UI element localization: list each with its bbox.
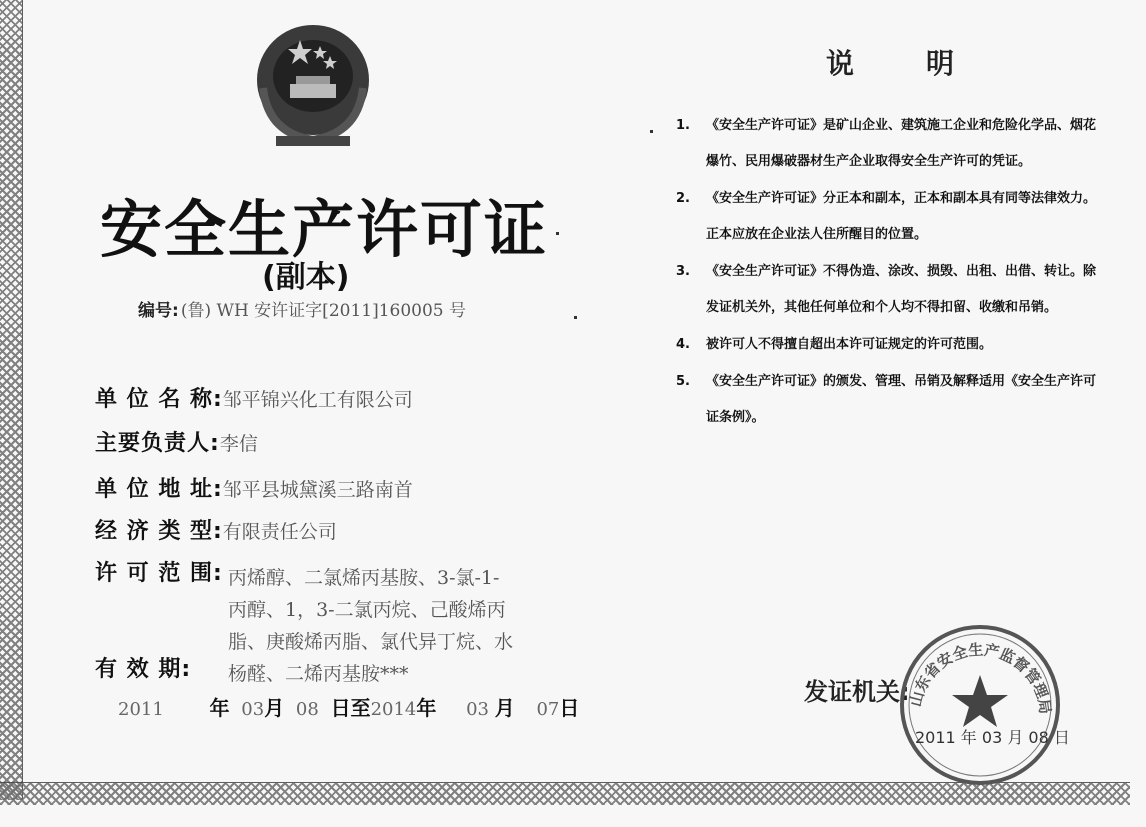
scope-line: 丙烯醇、二氯烯丙基胺、3-氯-1- xyxy=(228,567,500,589)
field-value: 有限责任公司 xyxy=(222,521,337,543)
official-seal xyxy=(895,620,1065,790)
note-text: 《安全生产许可证》是矿山企业、建筑施工企业和危险化学品、烟花爆竹、民用爆破器材生产企业取得安全生产许可的凭证。 xyxy=(706,118,1097,169)
field-value: 邹平锦兴化工有限公司 xyxy=(222,389,413,411)
field-label: 经 济 类 型: xyxy=(95,519,223,544)
year-word: 年 xyxy=(209,696,230,720)
to-year: 2014 xyxy=(370,699,417,720)
scope-line: 脂、庚酸烯丙脂、氯代异丁烷、水 xyxy=(228,631,514,653)
field-label: 有 效 期: xyxy=(95,657,192,682)
from-day: 08 xyxy=(295,699,319,720)
from-year: 2011 xyxy=(118,699,164,720)
note-item xyxy=(676,118,1096,180)
validity-dates xyxy=(118,692,579,721)
note-text: 被许可人不得擅自超出本许可证规定的许可范围。 xyxy=(706,337,993,352)
number-label: 编号: xyxy=(138,301,179,321)
note-number: 1. xyxy=(676,118,690,133)
permit-title: 安全生产许可证 xyxy=(100,193,549,266)
month-word: 月 xyxy=(494,696,515,720)
note-number: 2. xyxy=(676,191,690,206)
to-day: 07 xyxy=(536,699,560,720)
principal-field xyxy=(95,426,258,457)
field-value: 邹平县城黛溪三路南首 xyxy=(222,479,413,501)
scan-speck xyxy=(650,130,653,133)
note-item xyxy=(676,337,1096,363)
note-text: 《安全生产许可证》的颁发、管理、吊销及解释适用《安全生产许可证条例》。 xyxy=(706,374,1097,425)
notes-title: 说明 xyxy=(826,47,1027,80)
decorative-border-left xyxy=(0,0,23,800)
scope-line: 杨醛、二烯丙基胺*** xyxy=(228,663,409,685)
note-item xyxy=(676,264,1096,326)
company-name-field xyxy=(95,382,413,413)
scan-speck xyxy=(574,316,577,319)
note-number: 3. xyxy=(676,264,690,279)
day-word: 日 xyxy=(559,696,580,720)
number-value: (鲁) WH 安许证字[2011]160005 号 xyxy=(180,301,467,321)
note-item xyxy=(676,374,1096,436)
note-item xyxy=(676,191,1096,253)
issuer-label: 发证机关: xyxy=(804,678,910,706)
field-label: 单 位 地 址: xyxy=(95,477,223,502)
notes-list xyxy=(676,118,1096,447)
note-number: 4. xyxy=(676,337,690,352)
national-emblem xyxy=(238,18,388,158)
scope-line: 丙醇、1，3-二氯丙烷、己酸烯丙 xyxy=(228,599,506,621)
seal-date: 2011 年 03 月 08 日 xyxy=(915,728,1070,747)
permit-subtitle: (副本) xyxy=(262,260,350,295)
scope-field xyxy=(95,556,223,587)
permit-number xyxy=(138,296,466,321)
month-word: 月 xyxy=(264,696,285,720)
economic-type-field xyxy=(95,514,337,545)
address-field xyxy=(95,472,413,503)
field-value: 李信 xyxy=(219,433,258,455)
scope-values xyxy=(228,562,568,690)
note-text: 《安全生产许可证》分正本和副本，正本和副本具有同等法律效力。正本应放在企业法人住所醒目的位置。 xyxy=(706,191,1097,242)
from-month: 03 xyxy=(241,699,265,720)
scan-speck xyxy=(556,232,559,235)
to-month: 03 xyxy=(466,699,490,720)
field-label: 主要负责人: xyxy=(95,431,220,456)
validity-field xyxy=(95,652,191,683)
field-label: 许 可 范 围: xyxy=(95,561,223,586)
seal-text: 山东省安全生产监督管理局 xyxy=(906,640,1055,716)
note-number: 5. xyxy=(676,374,690,389)
to-word: 日至 xyxy=(330,696,371,720)
note-text: 《安全生产许可证》不得伪造、涂改、损毁、出租、出借、转让。除发证机关外，其他任何单位和个人均不得扣留、收缴和吊销。 xyxy=(706,264,1097,315)
field-label: 单 位 名 称: xyxy=(95,387,223,412)
year-word: 年 xyxy=(416,696,437,720)
